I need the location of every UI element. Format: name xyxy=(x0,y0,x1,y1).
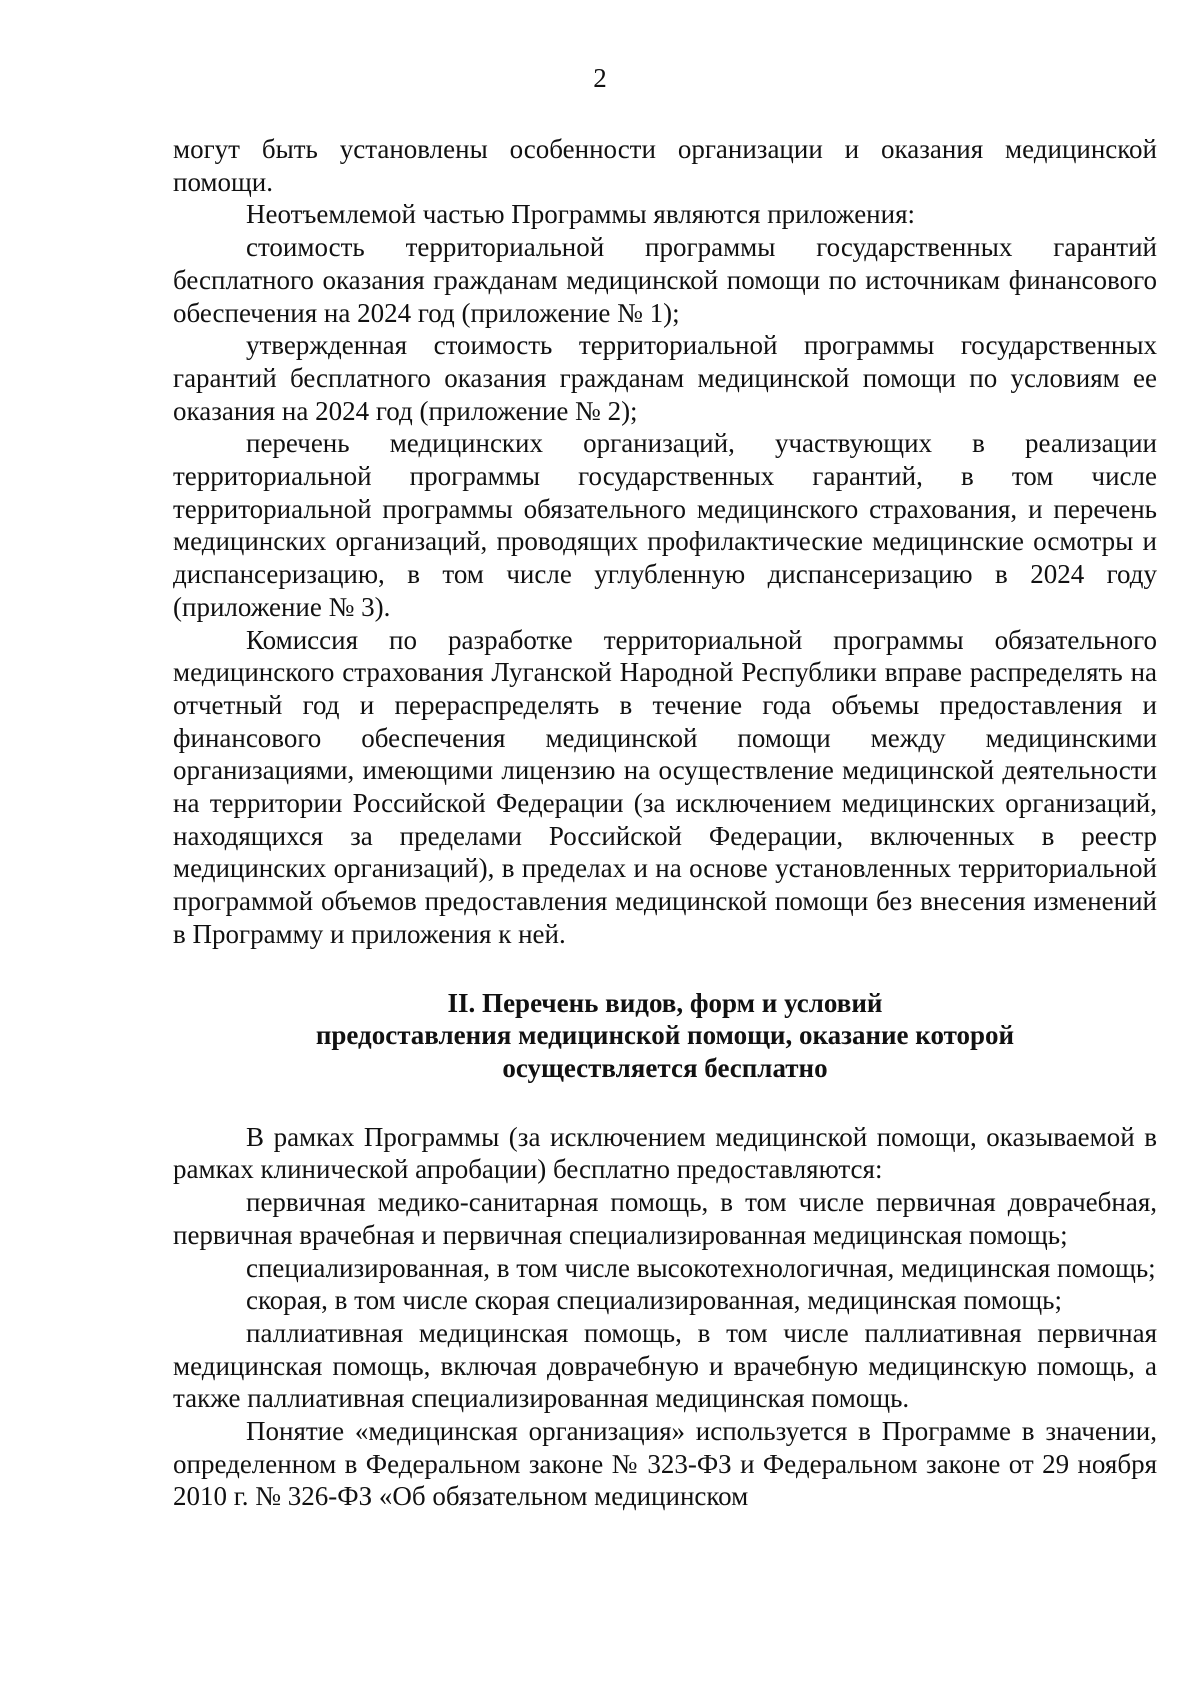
paragraph: Неотъемлемой частью Программы являются приложения: xyxy=(246,199,916,230)
section-heading-line: осуществляется бесплатно xyxy=(502,1052,828,1083)
list-item-specialized-care: специализированная, в том числе высокотехнологичная, медицинская помощь; xyxy=(246,1252,1156,1283)
paragraph: В рамках Программы (за исключением медицинской помощи, оказываемой в рамках клинической апробации) бесплатно предоставляются: xyxy=(173,1121,1157,1185)
paragraph-commission: Комиссия по разработке территориальной программы обязательного медицинского страхования Луганской Народной Республики вправе распределять на отчетный год и перераспределять в течение года объемы предоставления и финансового обеспечения медицинской помощи между медицинскими организациями, имеющими лицензию на осуществление медицинской деятельности на территории Российской Федерации (за исключением медицинских организаций, находящихся за пределами Российской Федерации, включенных в реестр медицинских организаций), в пределах и на основе установленных территориальной программой объемов предоставления медицинской помощи без внесения изменений в Программу и приложения к ней. xyxy=(173,624,1157,949)
list-item-primary-care: первичная медико-санитарная помощь, в том числе первичная доврачебная, первичная врачебная и первичная специализированная медицинская помощь; xyxy=(173,1187,1157,1250)
section-heading-line: предоставления медицинской помощи, оказание которой xyxy=(315,1020,1015,1051)
paragraph-appendix-3: перечень медицинских организаций, участвующих в реализации территориальной программы государственных гарантий, в том числе территориальной программы обязательного медицинского страхования, и перечень медицинских организаций, проводящих профилактические медицинские осмотры и диспансеризацию, в том числе углубленную диспансеризацию в 2024 году (приложение № 3). xyxy=(173,428,1157,622)
paragraph-definition: Понятие «медицинская организация» используется в Программе в значении, определенном в Федеральном законе № 323-ФЗ и Федеральном законе от 29 ноября 2010 г. № 326-ФЗ «Об обязательном медицинском xyxy=(173,1416,1157,1512)
list-item-emergency-care: скорая, в том числе скорая специализированная, медицинская помощь; xyxy=(246,1285,1062,1316)
document-body xyxy=(173,133,1157,1513)
section-heading-line: II. Перечень видов, форм и условий xyxy=(447,987,883,1018)
paragraph-appendix-2: утвержденная стоимость территориальной программы государственных гарантий бесплатного оказания гражданам медицинской помощи по условиям ее оказания на 2024 год (приложение № 2); xyxy=(173,330,1157,426)
section-heading xyxy=(173,987,1157,1085)
paragraph-continuation: могут быть установлены особенности организации и оказания медицинской помощи. xyxy=(173,134,1157,197)
paragraph-appendix-1: стоимость территориальной программы государственных гарантий бесплатного оказания гражданам медицинской помощи по источникам финансового обеспечения на 2024 год (приложение № 1); xyxy=(173,232,1157,328)
page-number: 2 xyxy=(593,63,607,93)
list-item-palliative-care: паллиативная медицинская помощь, в том числе паллиативная первичная медицинская помощь, включая доврачебную и врачебную медицинскую помощь, а также паллиативная специализированная медицинская помощь. xyxy=(173,1317,1157,1414)
